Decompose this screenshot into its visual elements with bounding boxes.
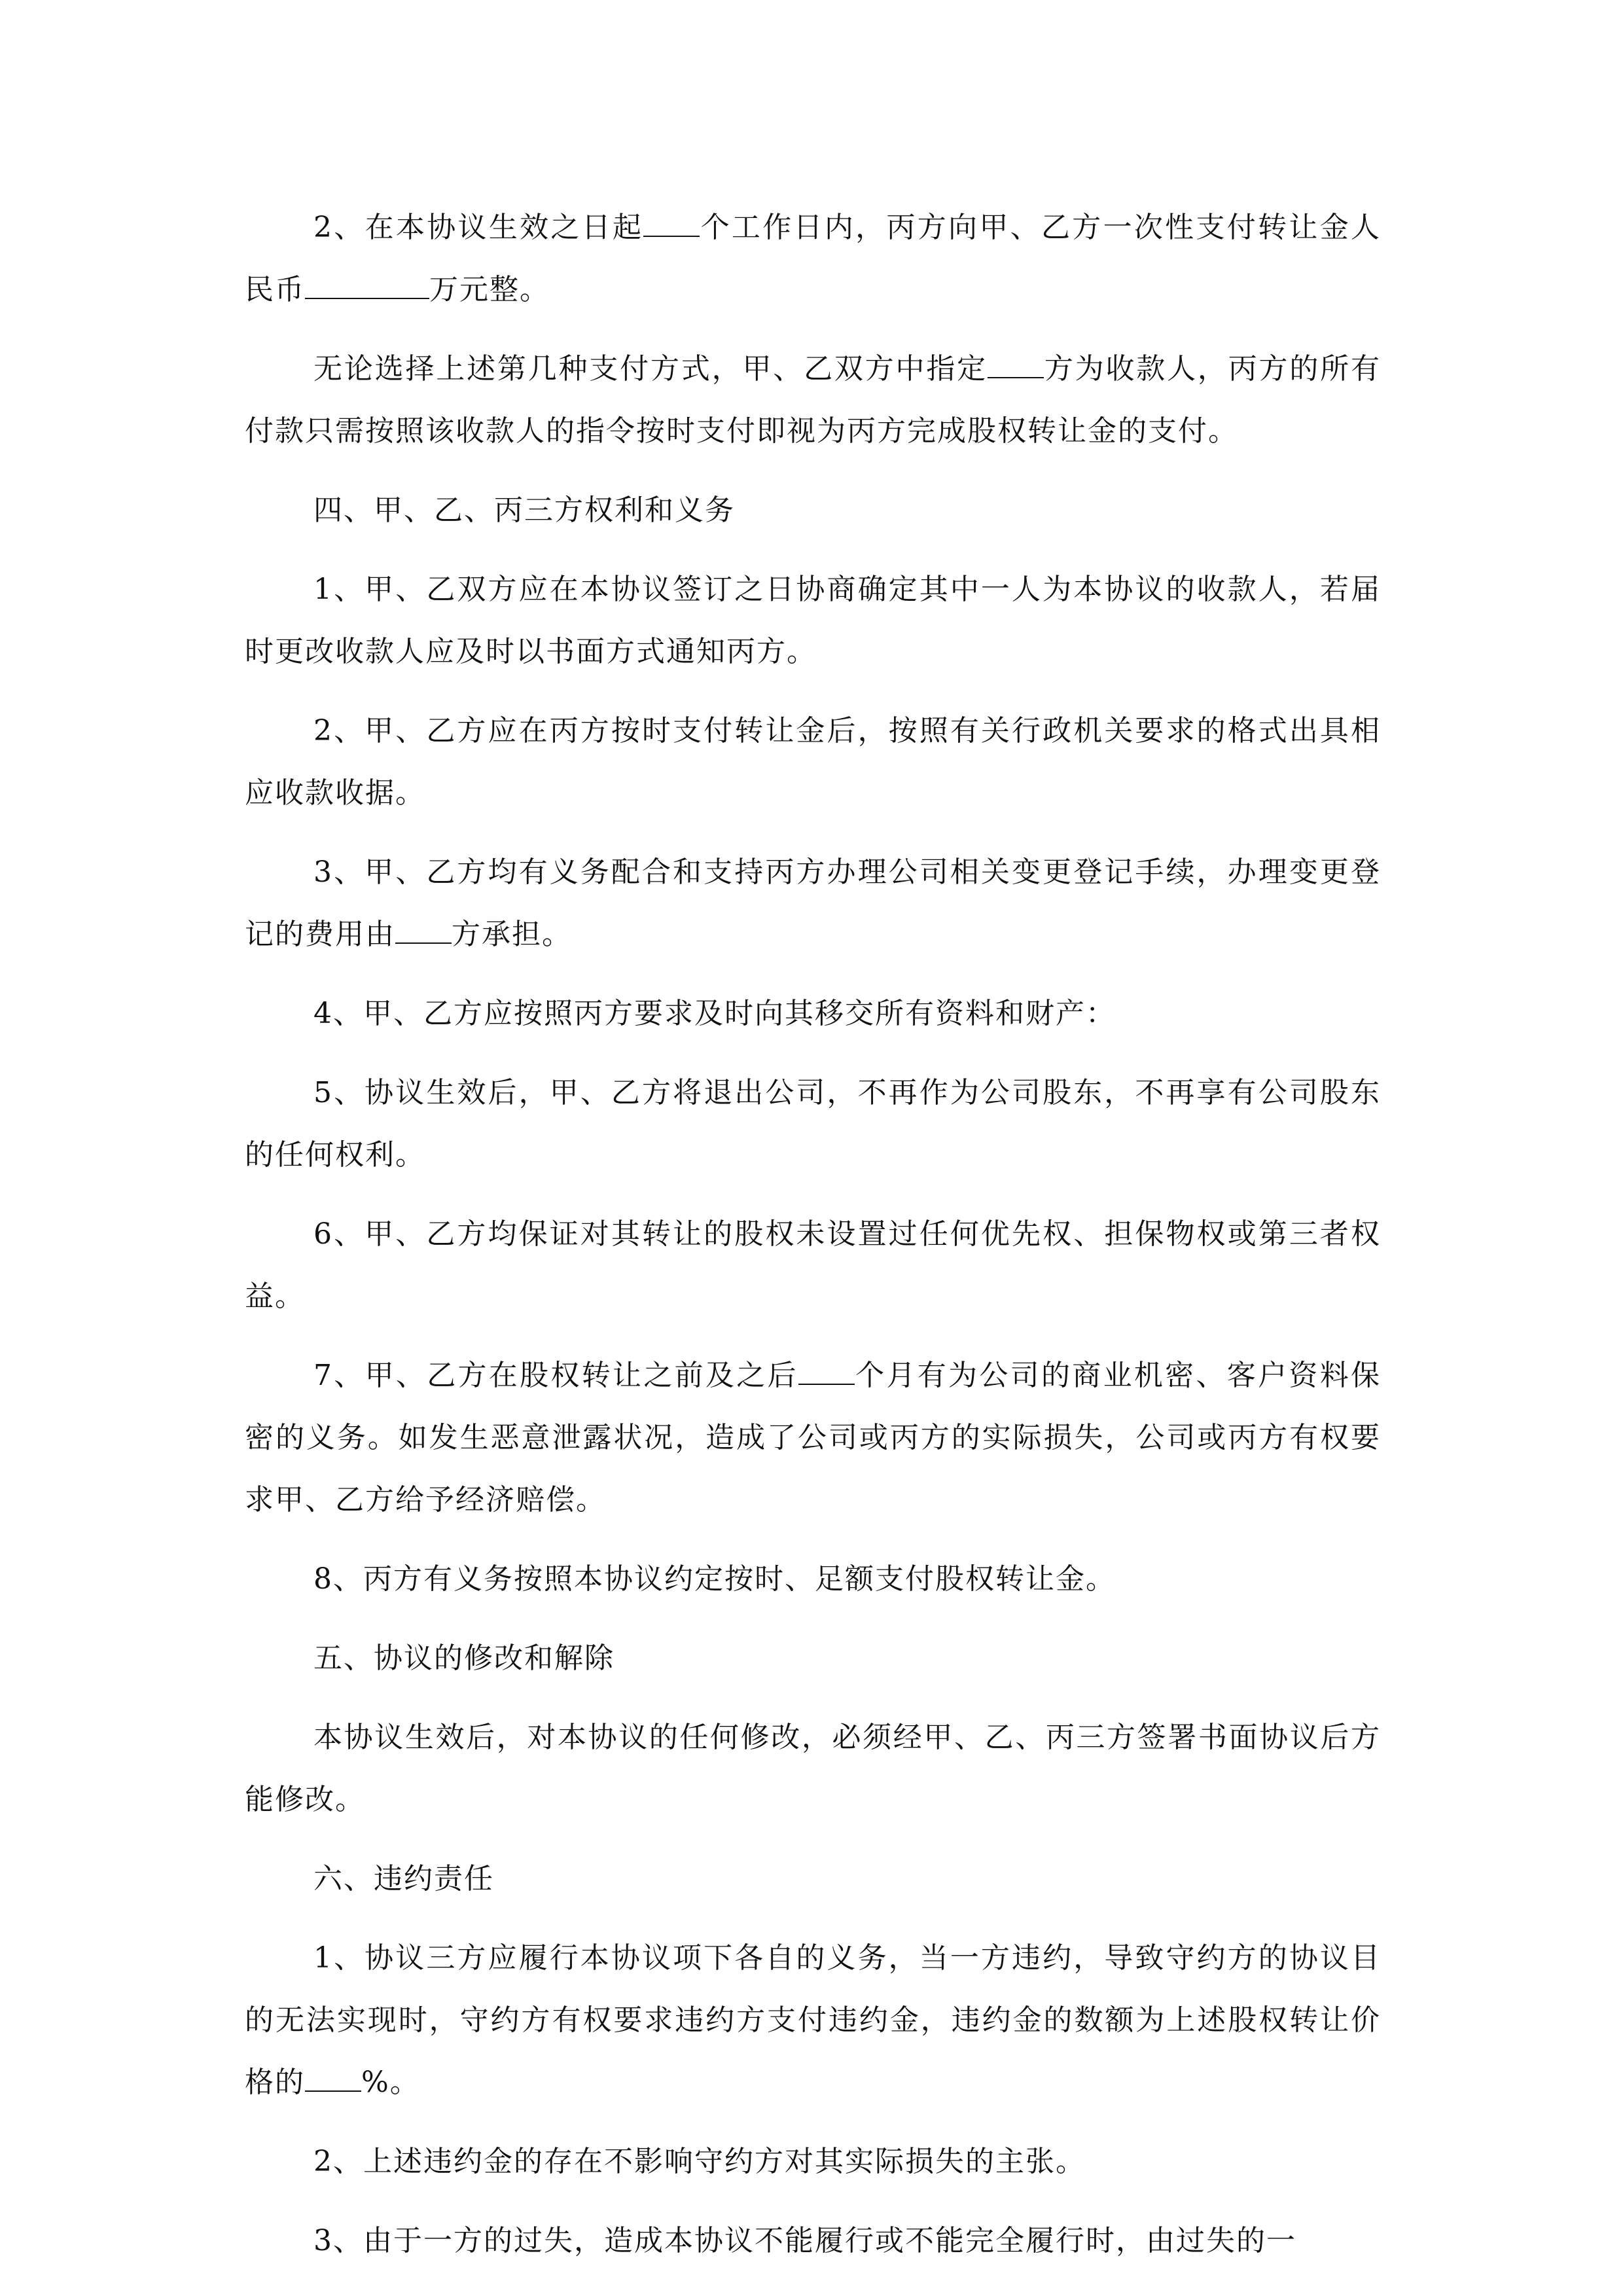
rights-clause-7	[245, 1344, 1381, 1531]
rights-clause-1: 1、甲、乙双方应在本协议签订之日协商确定其中一人为本协议的收款人，若届时更改收款人应及时以书面方式通知丙方。	[245, 573, 1381, 668]
section-heading-amendment: 五、协议的修改和解除	[313, 1641, 615, 1675]
text-segment: 万元整。	[429, 273, 550, 306]
text-segment: 1、协议三方应履行本协议项下各自的义务，当一方违约，导致守约方的协议目的无法实现时，守约方有权要求违约方支付违约金，违约金的数额为上述股权转让价格的	[245, 1941, 1381, 2099]
blank-percentage	[305, 2062, 361, 2092]
payment-clause-2	[245, 196, 1381, 321]
blank-amount	[305, 269, 429, 299]
text-segment: %。	[361, 2066, 420, 2099]
liability-clause-1	[245, 1927, 1381, 2113]
text-segment: 3、甲、乙方均有义务配合和支持丙方办理公司相关变更登记手续，办理变更登记的费用由	[245, 855, 1381, 951]
text-segment: 无论选择上述第几种支付方式，甲、乙双方中指定	[313, 352, 988, 386]
text-segment: 7、甲、乙方在股权转让之前及之后	[313, 1359, 798, 1392]
amendment-clause: 本协议生效后，对本协议的任何修改，必须经甲、乙、丙三方签署书面协议后方能修改。	[245, 1721, 1381, 1816]
text-segment: 个月有为公司的商业机密、客户资料保密的义务。如发生恶意泄露状况，造成了公司或丙方的实际损失，公司或丙方有权要求甲、乙方给予经济赔偿。	[245, 1359, 1381, 1516]
rights-clause-8: 8、丙方有义务按照本协议约定按时、足额支付股权转让金。	[313, 1562, 1116, 1596]
rights-clause-6: 6、甲、乙方均保证对其转让的股权未设置过任何优先权、担保物权或第三者权益。	[245, 1217, 1381, 1313]
liability-clause-2: 2、上述违约金的存在不影响守约方对其实际损失的主张。	[313, 2145, 1086, 2178]
text-segment: 方承担。	[452, 918, 572, 951]
document-page	[245, 196, 1381, 2289]
text-segment: 方为收款人，丙方的所有付款只需按照该收款人的指令按时支付即视为丙方完成股权转让金的支付。	[245, 352, 1381, 448]
liability-clause-3: 3、由于一方的过失，造成本协议不能履行或不能完全履行时，由过失的一	[313, 2224, 1296, 2257]
rights-clause-3	[245, 841, 1381, 965]
blank-fee-party	[395, 914, 452, 944]
text-segment: 个工作日内，丙方向甲、乙方一次性支付转让金人民币	[245, 211, 1381, 306]
rights-clause-4: 4、甲、乙方应按照丙方要求及时向其移交所有资料和财产：	[313, 997, 1116, 1030]
rights-clause-2: 2、甲、乙方应在丙方按时支付转让金后，按照有关行政机关要求的格式出具相应收款收据。	[245, 714, 1381, 810]
text-segment: 2、在本协议生效之日起	[313, 211, 644, 244]
blank-working-days	[643, 207, 700, 237]
section-heading-liability: 六、违约责任	[313, 1862, 494, 1895]
blank-months	[798, 1355, 855, 1385]
blank-payee-party	[988, 348, 1044, 378]
rights-clause-5: 5、协议生效后，甲、乙方将退出公司，不再作为公司股东，不再享有公司股东的任何权利。	[245, 1076, 1381, 1172]
section-heading-rights: 四、甲、乙、丙三方权利和义务	[313, 493, 735, 527]
payee-clause	[245, 338, 1381, 462]
